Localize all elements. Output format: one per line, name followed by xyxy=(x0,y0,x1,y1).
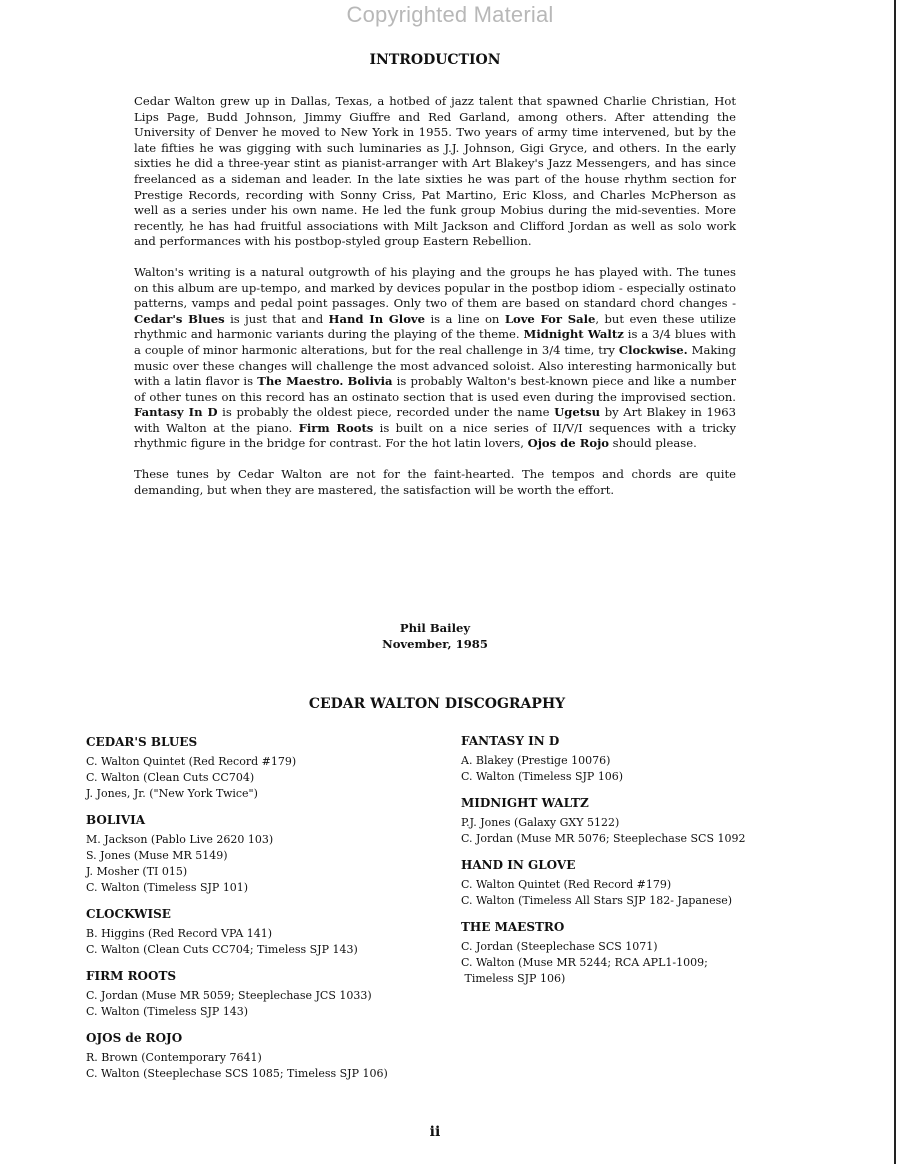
discography-section xyxy=(86,734,446,802)
intro-p2-text: Walton's writing is a natural outgrowth of his playing and the groups he has played with. The tunes on this album are up-tempo, and marked by devices popular in the postbop idiom - especially ostinato patterns, vamps and pedal point passages. Only two of them are based on standard chord changes - xyxy=(134,264,736,311)
discography-left-column xyxy=(86,734,446,1092)
recording-entry: C. Walton (Timeless SJP 106) xyxy=(461,770,624,783)
recording-entry: C. Walton Quintet (Red Record #179) xyxy=(86,755,297,768)
tune-name: Hand In Glove xyxy=(328,311,426,326)
discography-heading: CEDAR WALTON DISCOGRAPHY xyxy=(308,696,566,712)
introduction-body xyxy=(134,94,736,513)
intro-paragraph-2 xyxy=(134,265,736,452)
intro-p2-text: is probably the oldest piece, recorded under the name xyxy=(217,405,555,420)
tune-title: CLOCKWISE xyxy=(86,907,171,921)
discography-section xyxy=(461,733,821,785)
signature-date: November, 1985 xyxy=(382,637,488,651)
tune-title: OJOS de ROJO xyxy=(86,1031,183,1045)
copyright-watermark: Copyrighted Material xyxy=(346,2,554,27)
recording-entry: C. Walton (Clean Cuts CC704) xyxy=(86,771,255,784)
tune-name: Fantasy In D xyxy=(134,405,218,420)
recording-entry: C. Walton (Muse MR 5244; RCA APL1-1009; xyxy=(461,956,708,969)
intro-p2-text: is just that and xyxy=(224,311,329,326)
discography-section xyxy=(86,968,446,1020)
recording-entry: B. Higgins (Red Record VPA 141) xyxy=(86,927,273,940)
tune-name: Love For Sale xyxy=(504,311,596,326)
intro-p2-text: is a 3/4 blues with a couple of minor harmonic alterations, but for the real challenge in 3/4 time, try xyxy=(134,327,736,357)
intro-p2-text: is built on a nice series of II/V/I sequences with a tricky rhythmic figure in the bridge for contrast. For the hot latin lovers, xyxy=(134,420,737,451)
intro-p2-text: by Art Blakey in 1963 with Walton at the piano. xyxy=(134,405,737,435)
tune-name: Midnight Waltz xyxy=(523,327,624,342)
recording-entry: A. Blakey (Prestige 10076) xyxy=(461,754,611,767)
intro-p2-text: , but even these utilize rhythmic and harmonic variants during the playing of the theme. xyxy=(134,311,737,342)
intro-paragraph-3: These tunes by Cedar Walton are not for the faint-hearted. The tempos and chords are quite demanding, but when they are mastered, the satisfaction will be worth the effort. xyxy=(134,467,736,497)
tune-title: HAND IN GLOVE xyxy=(461,858,576,872)
discography-section xyxy=(86,906,446,958)
tune-name: Firm Roots xyxy=(298,420,374,435)
introduction-heading: INTRODUCTION xyxy=(369,52,501,68)
recording-entry: Timeless SJP 106) xyxy=(461,972,566,985)
tune-name: The Maestro. xyxy=(257,374,344,389)
recording-entry: J. Jones, Jr. ("New York Twice") xyxy=(86,787,258,800)
intro-p1-text: Cedar Walton grew up in Dallas, Texas, a hotbed of jazz talent that spawned Charlie Christian, Hot Lips Page, Budd Johnson, Jimmy Giuffre and Red Garland, among others. After attending the University of Denver he moved to New York in 1955. Two years of army time intervened, but by the late fifties he was gigging with such luminaries as J.J. Johnson, Gigi Gryce, and others. In the early sixties he did a three-year stint as pianist-arranger with Art Blakey's Jazz Messengers, and has since freelanced as a sideman and leader. In the late sixties he was part of the house rhythm section for Prestige Records, recording with Sonny Criss, Pat Martino, Eric Kloss, and Charles McPherson as well as a series under his own name. He led the funk group Mobius during the mid-seventies. More recently, he has had fruitful associations with Milt Jackson and Clifford Jordan as well as solo work and performances with his postbop-styled group Eastern Rebellion. xyxy=(134,94,736,249)
intro-paragraph-1 xyxy=(134,94,736,250)
author-name: Phil Bailey xyxy=(399,621,471,635)
recording-entry: P.J. Jones (Galaxy GXY 5122) xyxy=(461,816,620,829)
tune-title: THE MAESTRO xyxy=(461,920,565,934)
tune-name: Bolivia xyxy=(347,374,393,389)
recording-entry: C. Walton (Timeless SJP 143) xyxy=(86,1005,249,1018)
tune-title: MIDNIGHT WALTZ xyxy=(461,796,589,810)
tune-title: BOLIVIA xyxy=(86,813,146,827)
discography-section xyxy=(86,1030,446,1082)
recording-entry: C. Walton (Timeless SJP 101) xyxy=(86,881,249,894)
discography-section xyxy=(461,919,821,987)
recording-entry: C. Walton (Steeplechase SCS 1085; Timeless SJP 106) xyxy=(86,1067,388,1080)
recording-entry: R. Brown (Contemporary 7641) xyxy=(86,1051,262,1064)
author-signature xyxy=(0,620,870,652)
recording-entry: C. Walton (Timeless All Stars SJP 182- Japanese) xyxy=(461,894,733,907)
intro-p2-text: should please. xyxy=(609,436,697,451)
intro-p2-text: is a line on xyxy=(425,311,505,326)
recording-entry: C. Walton Quintet (Red Record #179) xyxy=(461,878,672,891)
recording-entry: M. Jackson (Pablo Live 2620 103) xyxy=(86,833,274,846)
tune-title: FIRM ROOTS xyxy=(86,969,177,983)
intro-p2-text: is probably Walton's best-known piece and like a number of other tunes on this record has an ostinato section that is used even during the improvised section. xyxy=(134,374,736,404)
discography-section xyxy=(461,857,821,909)
discography-section xyxy=(86,812,446,896)
tune-title: FANTASY IN D xyxy=(461,734,560,748)
recording-entry: C. Jordan (Steeplechase SCS 1071) xyxy=(461,940,658,953)
discography-right-column xyxy=(461,733,821,997)
tune-name: Ugetsu xyxy=(554,405,601,420)
tune-name: Ojos de Rojo xyxy=(527,436,609,451)
page-edge-rule xyxy=(894,0,896,1164)
tune-name: Clockwise. xyxy=(618,342,688,357)
recording-entry: C. Walton (Clean Cuts CC704; Timeless SJP 143) xyxy=(86,943,358,956)
recording-entry: S. Jones (Muse MR 5149) xyxy=(86,849,228,862)
recording-entry: C. Jordan (Muse MR 5059; Steeplechase JCS 1033) xyxy=(86,989,372,1002)
discography-section xyxy=(461,795,821,847)
recording-entry: J. Mosher (TI 015) xyxy=(86,865,188,878)
page-number: ii xyxy=(429,1124,441,1140)
recording-entry: C. Jordan (Muse MR 5076; Steeplechase SCS 1092 xyxy=(461,832,746,845)
tune-title: CEDAR'S BLUES xyxy=(86,735,198,749)
intro-p2-text: Making music over these changes will challenge the most advanced soloist. Also interesting harmonically but with a latin flavor is xyxy=(134,342,737,389)
tune-name: Cedar's Blues xyxy=(134,311,225,326)
